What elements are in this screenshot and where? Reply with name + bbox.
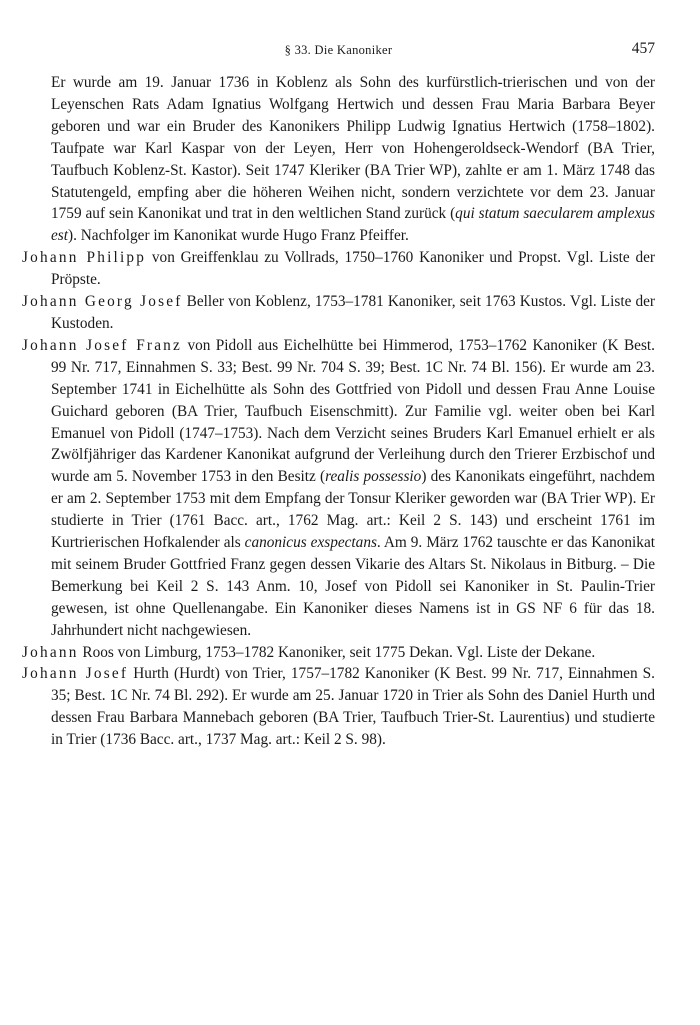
- entry-text-segment: Er wurde am 19. Januar 1736 in Koblenz als Sohn des kurfürstlich-trierischen und von der Leyenschen Rats Adam Ignatius Wolfgang Hertwich und dessen Frau Maria Barbara Beyer geboren und war ein Bruder des Kanonikers Philipp Ludwig Ignatius Hertwich (1758–1802). Taufpate war Karl Kaspar von der Leyen, Herr von Hohengeroldseck-Wendorf (BA Trier, Taufbuch Koblenz-St. Kastor). Seit 1747 Kleriker (BA Trier WP), zahlte er am 1. März 1748 das Statutengeld, empfing aber die höheren Weihen nicht, sondern verzichtete vor dem 23. Januar 1759 auf sein Kanonikat und trat in den weltlichen Stand zurück (: [51, 74, 655, 223]
- entry-name: Johann: [22, 643, 79, 661]
- entry-name: Johann Philipp: [22, 249, 147, 267]
- entry-name: Johann Georg Josef: [22, 293, 183, 311]
- entry-name: Johann Josef Franz: [22, 336, 183, 354]
- page-header: [22, 40, 655, 62]
- entry-text-segment: Roos von Limburg, 1753–1782 Kanoniker, seit 1775 Dekan. Vgl. Liste der Dekane.: [78, 643, 596, 661]
- entry-text-segment: von Pidoll aus Eichelhütte bei Himmerod, 1753–1762 Kanoniker (K Best. 99 Nr. 717, Einnahmen S. 33; Best. 99 Nr. 704 S. 39; Best. 1C Nr. 74 Bl. 156). Er wurde am 23. September 1741 in Eichelhütte als Sohn des Gottfried von Pidoll und dessen Frau Anne Louise Guichard geboren (BA Trier, Taufbuch Eisenschmitt). Zur Familie vgl. weiter oben bei Karl Emanuel von Pidoll (1747–1753). Nach dem Verzicht seines Bruders Karl Emanuel erhielt er als Zwölfjähriger das Kardener Kanonikat aufgrund der Verleihung durch den Trierer Erzbischof und wurde am 5. November 1753 in den Besitz (: [51, 336, 656, 486]
- register-entry: [22, 642, 655, 664]
- running-head: § 33. Die Kanoniker: [284, 43, 393, 57]
- register-entry: [22, 247, 655, 291]
- entry-text: [22, 291, 655, 335]
- entry-text: [22, 663, 655, 751]
- register-entry: [22, 291, 655, 335]
- latin-phrase: canonicus exspectans: [244, 534, 377, 552]
- page-number: 457: [631, 40, 655, 57]
- register-entry: [22, 335, 655, 642]
- page-body: [22, 72, 655, 751]
- book-page: [22, 0, 655, 1025]
- entry-text-segment: . Am 9. März 1762 tauschte er das Kanonikat mit seinem Bruder Gottfried Franz gegen dessen Vikarie des Altars St. Nikolaus in Bitburg. – Die Bemerkung bei Keil 2 S. 143 Anm. 10, Josef von Pidoll sei Kanoniker in St. Paulin-Trier gewesen, ist ohne Quellenangabe. Ein Kanoniker dieses Namens ist in GS NF 6 für das 18. Jahrhundert nicht nachgewiesen.: [51, 534, 655, 639]
- entry-continuation: [22, 72, 655, 247]
- entry-text: [22, 247, 655, 291]
- entry-text-segment: Hurth (Hurdt) von Trier, 1757–1782 Kanoniker (K Best. 99 Nr. 717, Einnahmen S. 35; Best. 1C Nr. 74 Bl. 292). Er wurde am 25. Januar 1720 in Trier als Sohn des Daniel Hurth und dessen Frau Barbara Mannebach geboren (BA Trier, Taufbuch Trier-St. Laurentius) und studierte in Trier (1736 Bacc. art., 1737 Mag. art.: Keil 2 S. 98).: [51, 665, 655, 749]
- entry-text-segment: ). Nachfolger im Kanonikat wurde Hugo Franz Pfeiffer.: [68, 227, 409, 245]
- register-entry: [22, 663, 655, 751]
- entry-text: [22, 335, 655, 642]
- entry-text-segment: Beller von Koblenz, 1753–1781 Kanoniker, seit 1763 Kustos. Vgl. Liste der Kustoden.: [51, 293, 655, 332]
- entry-text-segment: von Greiffenklau zu Vollrads, 1750–1760 Kanoniker und Propst. Vgl. Liste der Pröpste.: [51, 249, 656, 289]
- entry-text: [22, 72, 655, 247]
- entry-text-segment: ) des Kanonikats eingeführt, nachdem er am 2. September 1753 mit dem Empfang der Tonsur Kleriker geworden war (BA Trier WP). Er studierte in Trier (1761 Bacc. art., 1762 Mag. art.: Keil 2 S. 143) und erscheint 1761 im Kurtrierischen Hofkalender als: [51, 468, 655, 552]
- latin-phrase: realis possessio: [325, 468, 422, 486]
- entry-name: Johann Josef: [22, 665, 129, 683]
- latin-phrase: qui statum saecularem amplexus est: [51, 205, 655, 245]
- entry-text: [22, 642, 655, 664]
